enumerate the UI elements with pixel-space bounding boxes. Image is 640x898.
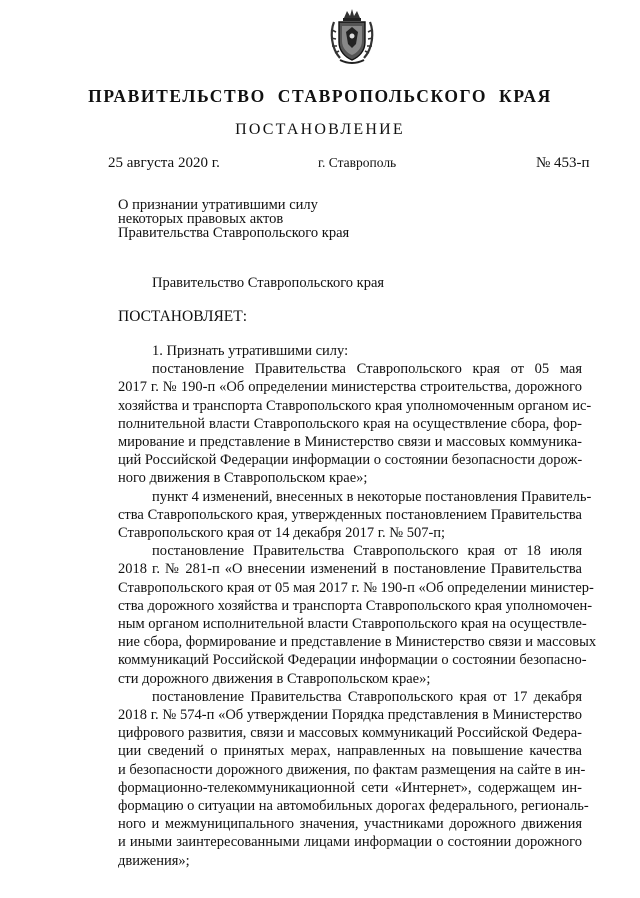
body-line: Ставропольского края от 05 мая 2017 г. № 190-п «Об определении министер- (118, 579, 594, 596)
document-date: 25 августа 2020 г. (108, 155, 220, 171)
body-line: постановление Правительства Ставропольского края от 05 мая (152, 361, 582, 378)
body-line: и иными заинтересованными лицами информации о состоянии дорожного (118, 834, 582, 851)
document-type: ПОСТАНОВЛЕНИЕ (235, 121, 405, 138)
body-line: движения»; (118, 852, 190, 869)
body-line: 1. Признать утратившими силу: (152, 343, 349, 359)
document-body (118, 342, 597, 870)
body-line: и безопасности дорожного движения, по фактам размещения на сайте в ин- (118, 761, 586, 778)
subject-line: Правительства Ставропольского края (118, 225, 350, 241)
body-line: 2018 г. № 281-п «О внесении изменений в постановление Правительства (118, 561, 582, 578)
body-line: цифрового развития, связи и массовых коммуникаций Российской Федера- (118, 725, 582, 742)
body-line: полнительной власти Ставропольского края на осуществление сбора, фор- (118, 415, 582, 432)
government-title: ПРАВИТЕЛЬСТВО СТАВРОПОЛЬСКОГО КРАЯ (88, 86, 552, 106)
body-line: 2017 г. № 190-п «Об определении министерства строительства, дорожного (118, 379, 582, 396)
body-line: ние сбора, формирование и представление в Министерство связи и массовых (118, 634, 597, 651)
body-line: ным органом исполнительной власти Ставропольского края на осуществле- (118, 616, 587, 633)
document-number: № 453-п (536, 155, 590, 171)
body-line: мирование и представление в Министерство связи и массовых коммуника- (118, 434, 582, 451)
subject-line: О признании утратившими силу (118, 197, 318, 213)
body-line: ного движения в Ставропольском крае»; (118, 470, 368, 487)
subject-line: некоторых правовых актов (118, 211, 284, 227)
body-line: коммуникаций Российской Федерации информации о состоянии безопасно- (118, 652, 587, 669)
body-line: сти дорожного движения в Ставропольском крае»; (118, 670, 431, 687)
issuer-line: Правительство Ставропольского края (152, 275, 385, 291)
body-line: Ставропольского края от 14 декабря 2017 г. № 507-п; (118, 525, 446, 542)
body-line: постановление Правительства Ставропольского края от 17 декабря (152, 688, 582, 705)
body-line: формационно-телекоммуникационной сети «Интернет», содержащем ин- (118, 779, 582, 796)
body-line: постановление Правительства Ставропольского края от 18 июля (152, 543, 582, 560)
decree-word: ПОСТАНОВЛЯЕТ: (118, 308, 248, 325)
body-line: ства Ставропольского края, утвержденных постановлением Правительства (118, 506, 582, 523)
body-line: хозяйства и транспорта Ставропольского края уполномоченным органом ис- (118, 397, 592, 414)
body-line: 2018 г. № 574-п «Об утверждении Порядка представления в Министерство (118, 707, 582, 724)
body-line: формацию о ситуации на автомобильных дорогах федерального, региональ- (118, 798, 589, 815)
body-line: пункт 4 изменений, внесенных в некоторые постановления Правитель- (152, 488, 592, 505)
document-city: г. Ставрополь (318, 155, 397, 170)
body-line: ций Российской Федерации информации о состоянии безопасности дорож- (118, 452, 583, 469)
body-line: ного и межмуниципального значения, участниками дорожного движения (118, 816, 582, 833)
body-line: ства дорожного хозяйства и транспорта Ставропольского края уполномочен- (118, 597, 593, 614)
body-line: ции сведений о принятых мерах, направленных на повышение качества (118, 743, 582, 760)
document-subject (118, 198, 349, 240)
coat-of-arms-emblem (328, 8, 376, 66)
